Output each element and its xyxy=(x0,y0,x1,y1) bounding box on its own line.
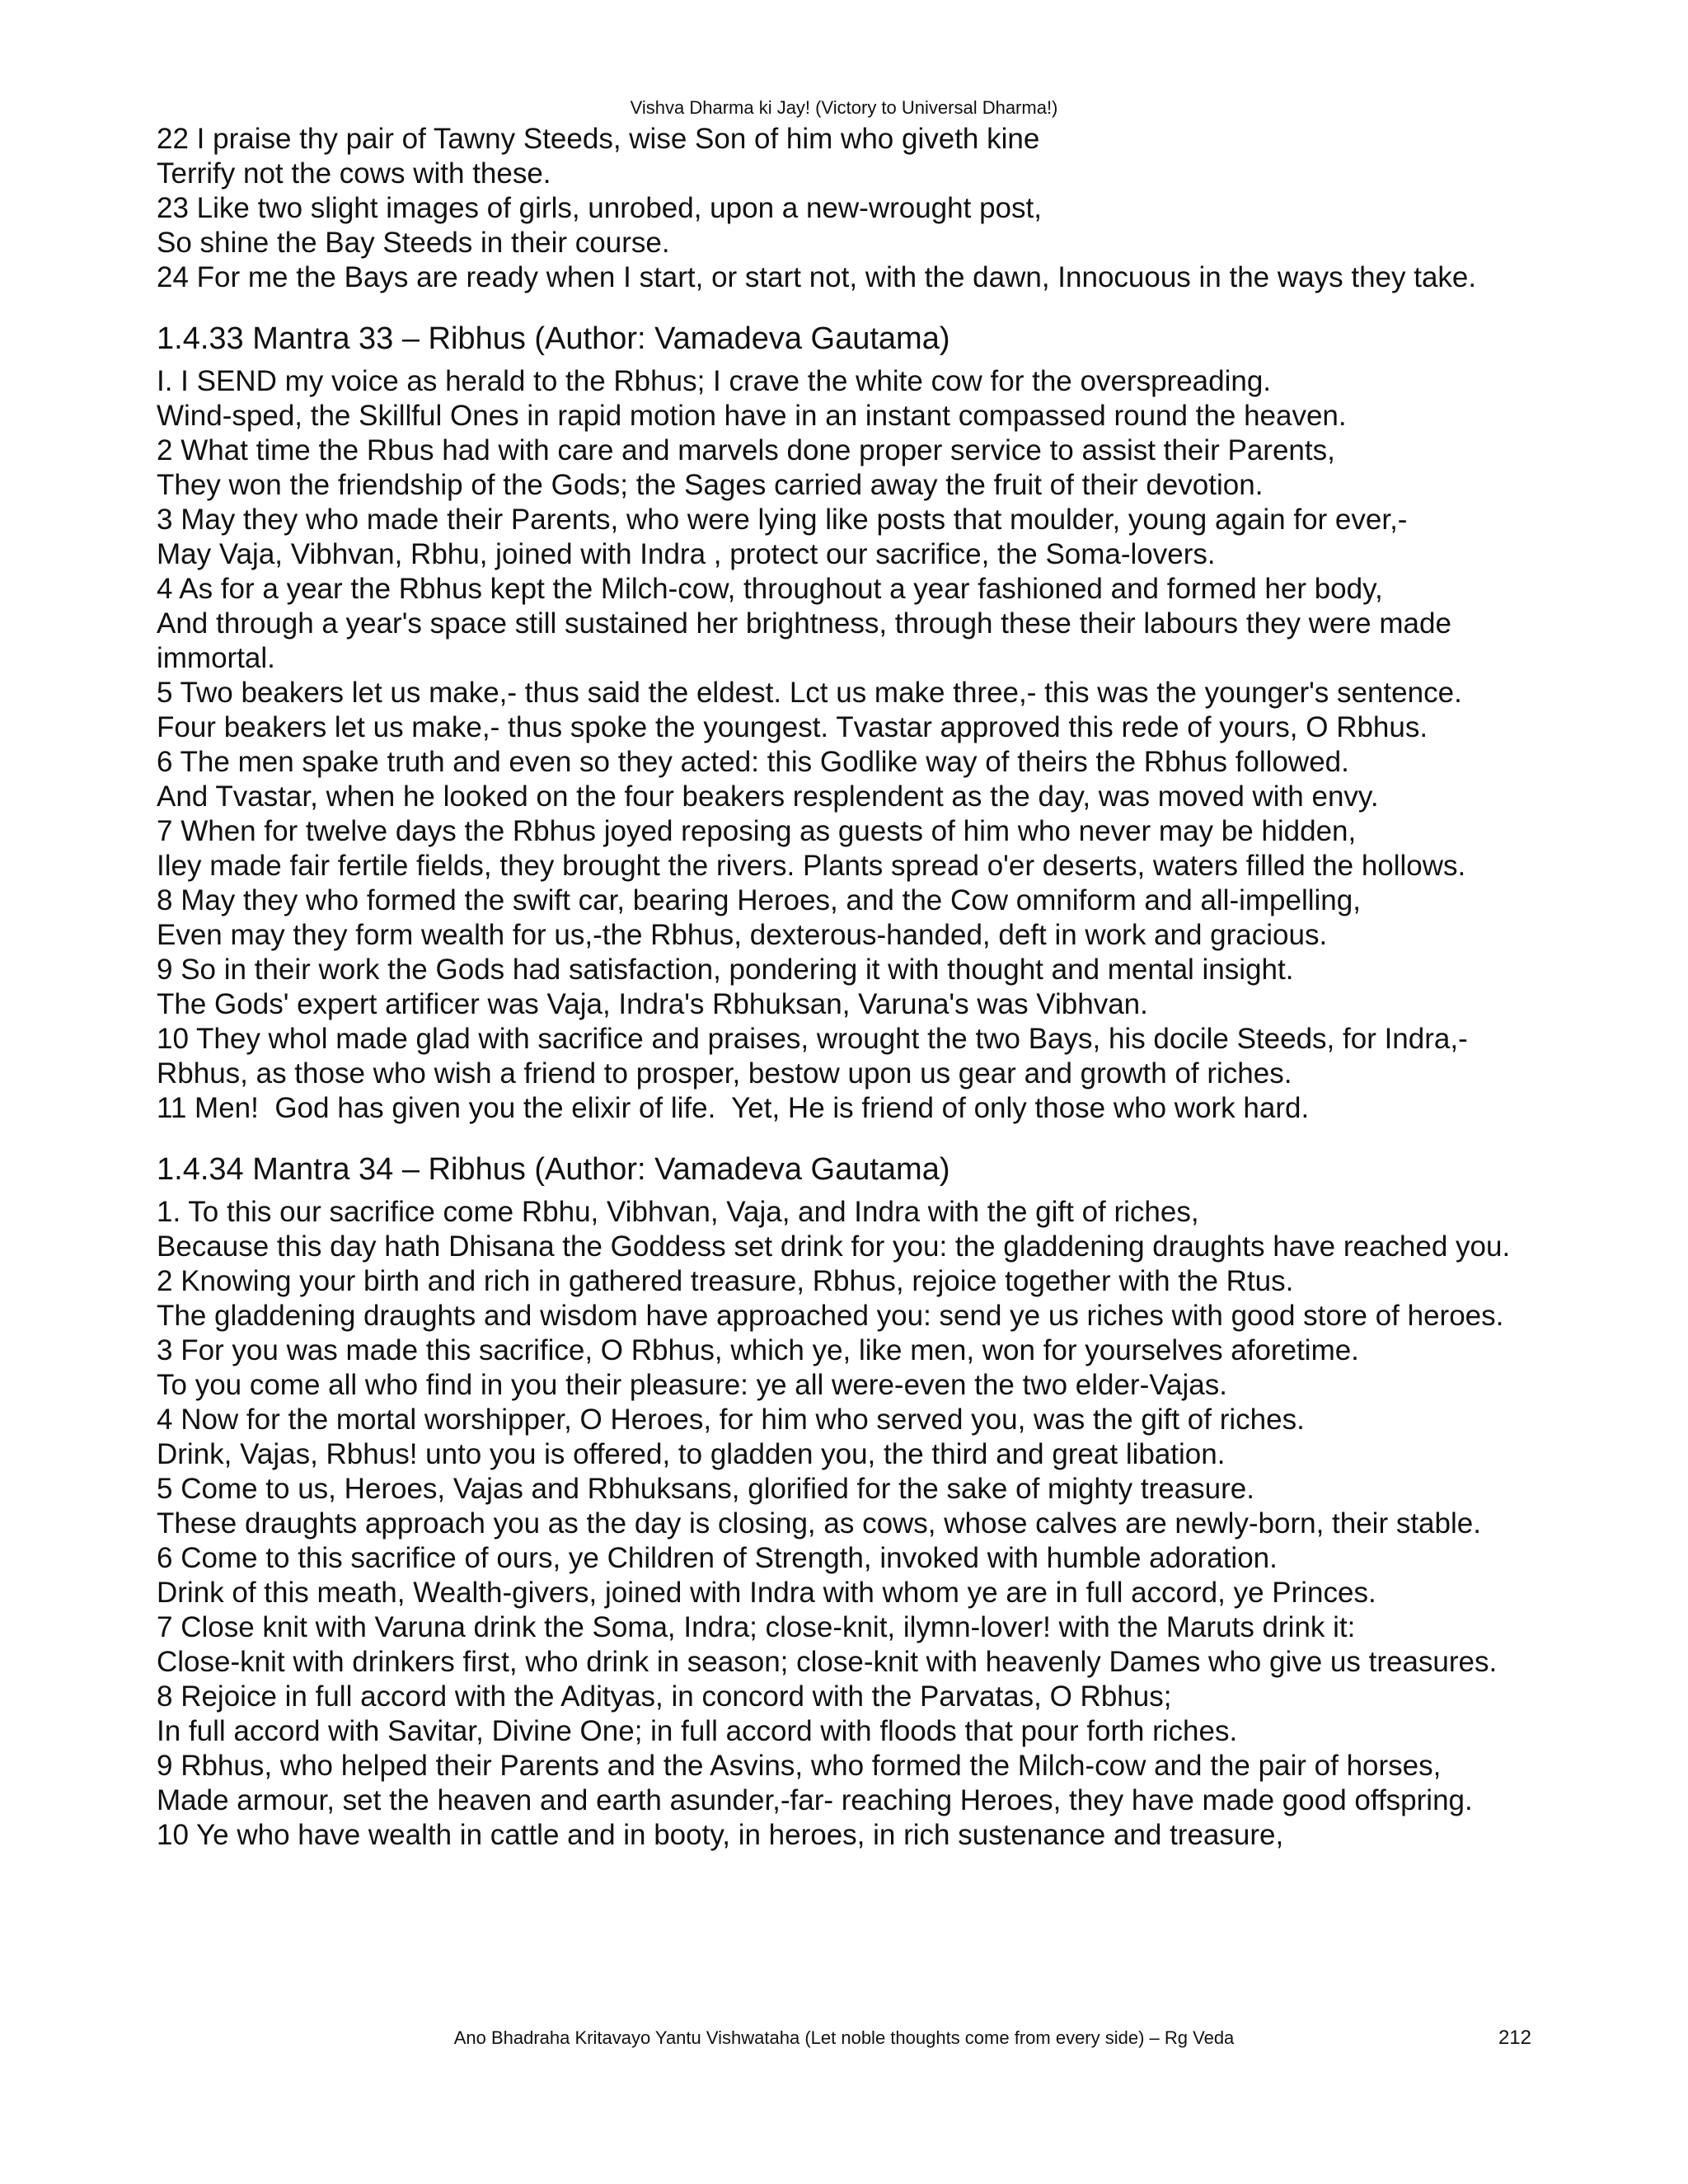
verse-line: The Gods' expert artificer was Vaja, Indra's Rbhuksan, Varuna's was Vibhvan. xyxy=(157,988,1148,1020)
verse-line: 3 For you was made this sacrifice, O Rbhus, which ye, like men, won for yourselves aforetime. xyxy=(157,1334,1359,1366)
verse-line: 2 Knowing your birth and rich in gathered treasure, Rbhus, rejoice together with the Rtus. xyxy=(157,1265,1294,1297)
verse-line: Even may they form wealth for us,-the Rbhus, dexterous-handed, deft in work and gracious. xyxy=(157,919,1328,951)
verse-line: 22 I praise thy pair of Tawny Steeds, wise Son of him who giveth kine xyxy=(157,123,1040,155)
verse-line: I. I SEND my voice as herald to the Rbhus; I crave the white cow for the overspreading. xyxy=(157,365,1272,397)
verse-line: The gladdening draughts and wisdom have approached you: send ye us riches with good store of heroes. xyxy=(157,1300,1504,1332)
page-number: 212 xyxy=(1498,2027,1531,2049)
mantra-33-section xyxy=(157,320,1541,1126)
verse-line: Iley made fair fertile fields, they brought the rivers. Plants spread o'er deserts, waters filled the hollows. xyxy=(157,850,1466,882)
page-header: Vishva Dharma ki Jay! (Victory to Universal Dharma!) xyxy=(630,97,1058,118)
verse-line: Close-knit with drinkers first, who drink in season; close-knit with heavenly Dames who give us treasures. xyxy=(157,1646,1498,1678)
verse-line: Because this day hath Dhisana the Goddess set drink for you: the gladdening draughts have reached you. xyxy=(157,1230,1511,1263)
verse-line: 11 Men! God has given you the elixir of life. Yet, He is friend of only those who work hard. xyxy=(157,1092,1310,1124)
verse-line: Drink of this meath, Wealth-givers, joined with Indra with whom ye are in full accord, ye Princes. xyxy=(157,1577,1376,1609)
verse-line: 9 Rbhus, who helped their Parents and the Asvins, who formed the Milch-cow and the pair of horses, xyxy=(157,1750,1442,1782)
verse-line: 23 Like two slight images of girls, unrobed, upon a new-wrought post, xyxy=(157,192,1042,224)
verse-line: So shine the Bay Steeds in their course. xyxy=(157,227,670,259)
footer-text: Ano Bhadraha Kritavayo Yantu Vishwataha (Let noble thoughts come from every side) – Rg Veda xyxy=(453,2027,1235,2048)
verse-line: 24 For me the Bays are ready when I start, or start not, with the dawn, Innocuous in the ways they take. xyxy=(157,261,1477,293)
intro-verses xyxy=(157,122,1541,295)
verse-line: May Vaja, Vibhvan, Rbhu, joined with Indra , protect our sacrifice, the Soma-lovers. xyxy=(157,538,1216,570)
verse-line: Made armour, set the heaven and earth asunder,-far- reaching Heroes, they have made good offspring. xyxy=(157,1784,1473,1816)
verse-line: Terrify not the cows with these. xyxy=(157,157,551,190)
verse-line: 6 The men spake truth and even so they acted: this Godlike way of theirs the Rbhus followed. xyxy=(157,746,1349,778)
verse-line: They won the friendship of the Gods; the Sages carried away the fruit of their devotion. xyxy=(157,469,1264,501)
verse-line: To you come all who find in you their pleasure: ye all were-even the two elder-Vajas. xyxy=(157,1369,1227,1401)
verse-line: Wind-sped, the Skillful Ones in rapid motion have in an instant compassed round the heaven. xyxy=(157,400,1347,432)
document-body xyxy=(157,122,1541,1853)
mantra-34-section xyxy=(157,1151,1541,1853)
verse-line: Rbhus, as those who wish a friend to prosper, bestow upon us gear and growth of riches. xyxy=(157,1057,1292,1090)
verse-line: And through a year's space still sustained her brightness, through these their labours they were made immortal. xyxy=(157,607,1451,674)
verse-line: 7 Close knit with Varuna drink the Soma, Indra; close-knit, ilymn-lover! with the Maruts drink it: xyxy=(157,1611,1356,1643)
verse-line: 1. To this our sacrifice come Rbhu, Vibhvan, Vaja, and Indra with the gift of riches, xyxy=(157,1196,1199,1228)
page-footer xyxy=(0,2026,1688,2059)
verse-line: Drink, Vajas, Rbhus! unto you is offered, to gladden you, the third and great libation. xyxy=(157,1438,1226,1470)
verse-line: 3 May they who made their Parents, who were lying like posts that moulder, young again for ever,- xyxy=(157,504,1408,536)
verse-line: 2 What time the Rbus had with care and marvels done proper service to assist their Parents, xyxy=(157,434,1335,466)
verse-line: 4 Now for the mortal worshipper, O Heroes, for him who served you, was the gift of riches. xyxy=(157,1404,1305,1436)
verse-line: 8 May they who formed the swift car, bearing Heroes, and the Cow omniform and all-impelling, xyxy=(157,884,1361,916)
verse-line: In full accord with Savitar, Divine One; in full accord with floods that pour forth riches. xyxy=(157,1715,1238,1747)
verse-line: These draughts approach you as the day is closing, as cows, whose calves are newly-born, their stable. xyxy=(157,1507,1481,1540)
verse-line: 9 So in their work the Gods had satisfaction, pondering it with thought and mental insight. xyxy=(157,954,1294,986)
verse-line: 4 As for a year the Rbhus kept the Milch-cow, throughout a year fashioned and formed her body, xyxy=(157,573,1383,605)
verse-line: Four beakers let us make,- thus spoke the youngest. Tvastar approved this rede of yours, O Rbhus. xyxy=(157,711,1428,743)
section-heading: 1.4.33 Mantra 33 – Ribhus (Author: Vamadeva Gautama) xyxy=(157,321,950,356)
verse-line: 7 When for twelve days the Rbhus joyed reposing as guests of him who never may be hidden, xyxy=(157,815,1357,847)
verse-line: 5 Two beakers let us make,- thus said the eldest. Lct us make three,- this was the younger's sentence. xyxy=(157,677,1462,709)
verse-line: 8 Rejoice in full accord with the Adityas, in concord with the Parvatas, O Rbhus; xyxy=(157,1680,1172,1713)
verse-line: 10 They whol made glad with sacrifice and praises, wrought the two Bays, his docile Steeds, for Indra,- xyxy=(157,1023,1468,1055)
verse-line: 10 Ye who have wealth in cattle and in booty, in heroes, in rich sustenance and treasure, xyxy=(157,1819,1284,1851)
verse-line: 6 Come to this sacrifice of ours, ye Children of Strength, invoked with humble adoration. xyxy=(157,1542,1278,1574)
verse-line: 5 Come to us, Heroes, Vajas and Rbhuksans, glorified for the sake of mighty treasure. xyxy=(157,1473,1254,1505)
section-heading: 1.4.34 Mantra 34 – Ribhus (Author: Vamadeva Gautama) xyxy=(157,1152,950,1187)
verse-line: And Tvastar, when he looked on the four beakers resplendent as the day, was moved with envy. xyxy=(157,780,1379,813)
